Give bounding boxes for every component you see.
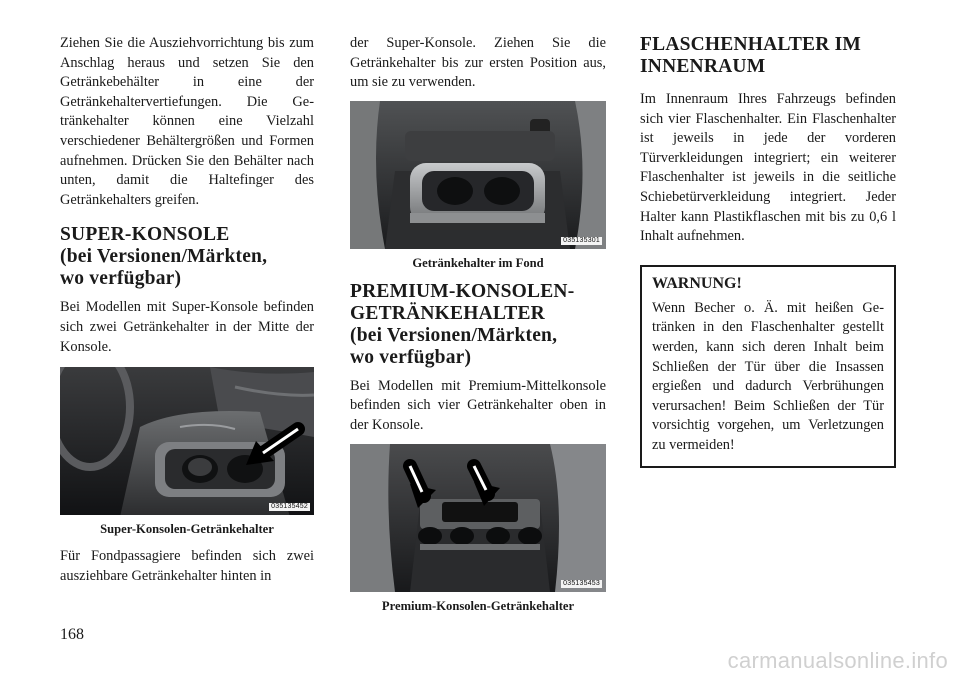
heading-line: FLASCHENHALTER IM: [640, 34, 862, 55]
premium-console-paragraph: Bei Modellen mit Premium-Mittelkonsole befinden sich vier Getränkehalter oben in der Konsole.: [350, 377, 606, 433]
warning-title: WARNUNG!: [652, 274, 742, 292]
premium-console-drawing: [350, 444, 606, 592]
photo-id-label: 035135301: [563, 236, 600, 244]
premium-console-heading: [350, 281, 606, 369]
page-number: 168: [60, 626, 84, 643]
column-middle: [350, 34, 606, 614]
warning-text: Wenn Becher o. Ä. mit heißen Getränken in den Flaschenhalter gestellt werden, kann sich deren Inhalt beim Schließen der Tür über die Insassen ergießen und dadurch Verbrühungen verursachen! Beim Schließen der Tür vorsichtig vorgehen, um Verletzungen zu vermeiden!: [652, 299, 884, 453]
figure-super-console: [60, 367, 314, 537]
figure-caption: Super-Konsolen-Getränkehalter: [100, 522, 274, 537]
console-photo-drawing: [60, 367, 314, 515]
intro-paragraph: Ziehen Sie die Ausziehvorrichtung bis zum Anschlag heraus und setzen Sie den Getränkebehälter in eine der Getränkehaltervertiefungen. Die Getränkehalter können eine Vielzahl verschiedener Behältergrößen und Formen aufnehmen. Drücken Sie den Behälter nach unten, damit die Haltefinger des Getränkehalters greifen.: [60, 35, 314, 208]
column-right: [640, 34, 896, 468]
heading-line: (bei Versionen/Märkten,: [350, 324, 558, 346]
figure-premium-console: [350, 444, 606, 614]
premium-console-photo: [350, 444, 606, 592]
warning-box: [640, 265, 896, 468]
bottle-holder-paragraph: Im Innenraum Ihres Fahrzeugs befinden sich vier Flaschenhalter. Ein Flaschenhalter ist jeweils in jede der vorderen Türverkleidungen integriert; ein weiterer Flaschenhalter ist jeweils in die seitliche Schiebetürverkleidung integriert. Jeder Halter kann Plastikflaschen mit bis zu 0,6 l Inhalt aufnehmen.: [640, 91, 896, 245]
heading-line: (bei Versionen/Märkten,: [60, 246, 268, 268]
rear-cupholder-drawing: [350, 101, 606, 249]
rear-cupholder-photo: [350, 101, 606, 249]
bottle-holder-heading: [640, 34, 896, 78]
heading-line: INNENRAUM: [640, 56, 766, 77]
photo-id-label: 035135453: [563, 579, 600, 587]
heading-line: SUPER-KONSOLE: [60, 224, 230, 246]
super-console-heading: [60, 224, 314, 290]
rear-cupholder-paragraph: Für Fondpassagiere befinden sich zwei ausziehbare Getränkehalter hinten in: [60, 548, 314, 584]
heading-line: wo verfügbar): [60, 268, 182, 290]
column-left: [60, 34, 314, 586]
figure-caption: Premium-Konsolen-Getränkehalter: [381, 598, 575, 613]
heading-line: wo verfügbar): [350, 346, 472, 368]
heading-line: PREMIUM-KONSOLEN-: [350, 280, 575, 302]
super-console-paragraph: Bei Modellen mit Super-Konsole befinden sich zwei Getränkehalter in der Mitte der Konsole.: [60, 299, 314, 355]
figure-rear-cupholder: [350, 101, 606, 271]
figure-caption: Getränkehalter im Fond: [412, 255, 544, 270]
console-photo: [60, 367, 314, 515]
continued-paragraph: der Super-Konsole. Ziehen Sie die Getränkehalter bis zur ersten Position aus, um sie zu verwenden.: [350, 35, 606, 91]
watermark: carmanualsonline.info: [727, 648, 948, 673]
heading-line: GETRÄNKEHALTER: [350, 302, 545, 324]
photo-id-label: 035135452: [271, 503, 308, 511]
